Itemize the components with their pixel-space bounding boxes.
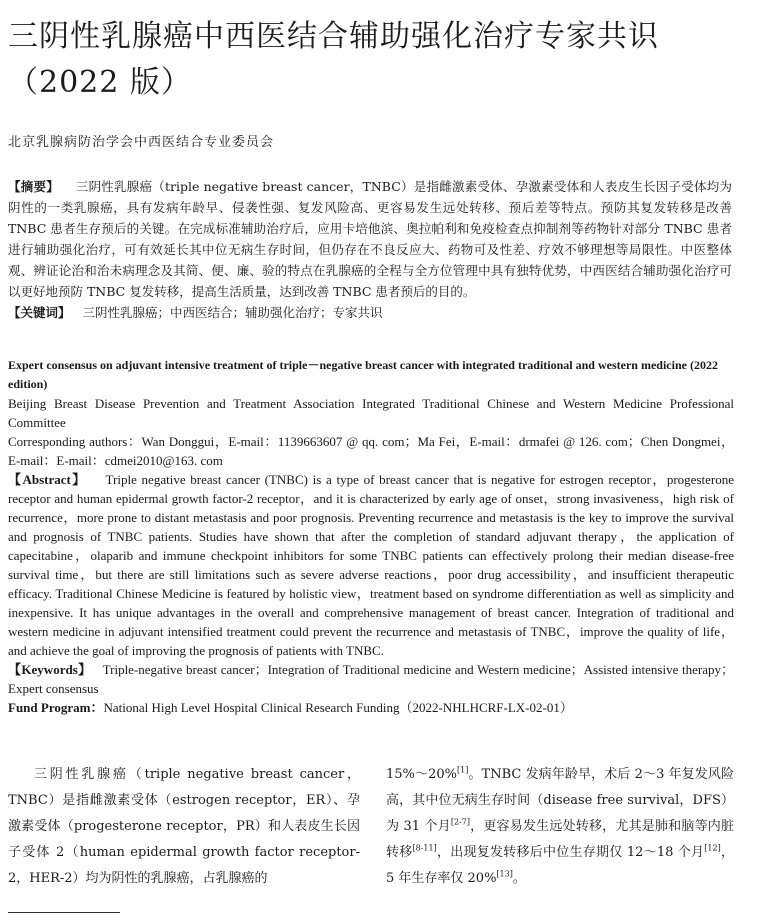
fund-program (8, 698, 734, 717)
page-title: 三阴性乳腺癌中西医结合辅助强化治疗专家共识（2022 版） (8, 19, 659, 100)
body-text-segment: ，更容易发生远处转移，尤其是肺和脑等内脏转移 (386, 819, 734, 860)
body-text-segment: 。TNBC 发病年龄早，术后 2～3 年复发风险高，其中位无病生存时间（disease free survival，DFS）为 31 个月 (386, 767, 734, 834)
english-front-matter (8, 394, 734, 717)
english-keywords-label: 【Keywords】 (8, 662, 92, 677)
chinese-abstract (8, 176, 732, 302)
citation-ref: [12] (704, 843, 721, 853)
fund-program-label: Fund Program： (8, 700, 104, 715)
body-right-column (386, 762, 734, 892)
english-organization: Beijing Breast Disease Prevention and Treatment Association Integrated Traditional Chinese and Western Medicine Professional Committee (8, 396, 734, 430)
fund-program-text: National High Level Hospital Clinical Research Funding（2022-NHLHCRF-LX-02-01） (103, 700, 573, 715)
english-corresponding-authors: Corresponding authors：Wan Donggui，E-mail：1139663607 @ qq. com；Ma Fei，E-mail：drmafei @ 126. com；Chen Dongmei，E-mail：E-mail：cdmei2010@163. com (8, 434, 734, 468)
english-abstract-text: Triple negative breast cancer (TNBC) is a type of breast cancer that is negative for estrogen receptor，progesterone receptor and human epidermal growth factor-2 receptor，and it is characterized by early age of onset，strong invasiveness，high risk of recurrence，more prone to distant metastasis and poor prognosis. Preventing recurrence and metastasis is the key to improve the survival and prognosis of TNBC patients. Studies have shown that after the completion of standard adjuvant therapy，the application of capecitabine，olaparib and immune checkpoint inhibitors for some TNBC patients can effectively prolong their median disease-free survival time，but there are still limitations such as severe adverse reactions，poor drug accessibility，and insufficient therapeutic efficacy. Traditional Chinese Medicine is featured by holistic view，treatment based on syndrome differentiation as well as simplicity and inexpensive. It has unique advantages in the overall and comprehensive management of breast cancer. Integration of traditional and western medicine in adjuvant intensified treatment could prevent the recurrence and metastasis of TNBC，improve the quality of life，and achieve the goal of improving the prognosis of patients with TNBC. (8, 472, 734, 658)
body-text-segment: 。 (512, 871, 526, 886)
body-text-segment: ，5 年生存率仅 20% (386, 845, 734, 886)
english-abstract-label: 【Abstract】 (8, 472, 87, 487)
citation-ref: [8-11] (412, 843, 437, 853)
citation-ref: [13] (496, 869, 513, 879)
chinese-abstract-text: 三阴性乳腺癌（triple negative breast cancer，TNBC）是指雌激素受体、孕激素受体和人表皮生长因子受体均为阴性的一类乳腺癌，具有发病年龄早、侵袭性强、复发风险高、更容易发生远处转移、预后差等特点。预防其复发转移是改善 TNBC 患者生存预后的关键。在完成标准辅助治疗后，应用卡培他滨、奥拉帕利和免疫检查点抑制剂等药物针对部分 TNBC 患者进行辅助强化治疗，可有效延长其中位无病生存时间，但仍存在不良反应大、药物可及性差、疗效不够理想等局限性。中医整体观、辨证论治和治未病理念及其简、便、廉、验的特点在乳腺癌的全程与全方位管理中具有独特优势，中西医结合辅助强化治疗可以更好地预防 TNBC 复发转移，提高生活质量，达到改善 TNBC 患者预后的目的。 (8, 179, 732, 299)
citation-ref: [2-7] (450, 817, 470, 827)
english-abstract (8, 470, 734, 660)
body-text-segment: 15%～20% (386, 767, 457, 782)
body-left-column: 三阴性乳腺癌（triple negative breast cancer，TNBC）是指雌激素受体（estrogen receptor，ER）、孕激素受体（progesterone receptor，PR）和人表皮生长因子受体 2（human epidermal growth factor receptor-2，HER-2）均为阴性的乳腺癌，占乳腺癌的 (8, 767, 360, 886)
english-title: Expert consensus on adjuvant intensive treatment of triple－negative breast cancer with integrated traditional and western medicine (2022 edition) (8, 358, 718, 391)
english-keywords-text: Triple-negative breast cancer；Integration of Traditional medicine and Western medicine；Assisted intensive therapy；Expert consensus (8, 662, 734, 696)
citation-ref: [1] (457, 765, 469, 775)
chinese-keywords-label: 【关键词】 (8, 305, 71, 320)
english-keywords (8, 660, 734, 698)
chinese-abstract-label: 【摘要】 (8, 179, 59, 194)
chinese-keywords (8, 303, 382, 321)
footnote-divider (8, 912, 120, 913)
body-text-segment: ，出现复发转移后中位生存期仅 12～18 个月 (436, 845, 705, 860)
chinese-keywords-text: 三阴性乳腺癌；中西医结合；辅助强化治疗；专家共识 (82, 305, 383, 320)
author-organization: 北京乳腺病防治学会中西医结合专业委员会 (8, 135, 275, 150)
